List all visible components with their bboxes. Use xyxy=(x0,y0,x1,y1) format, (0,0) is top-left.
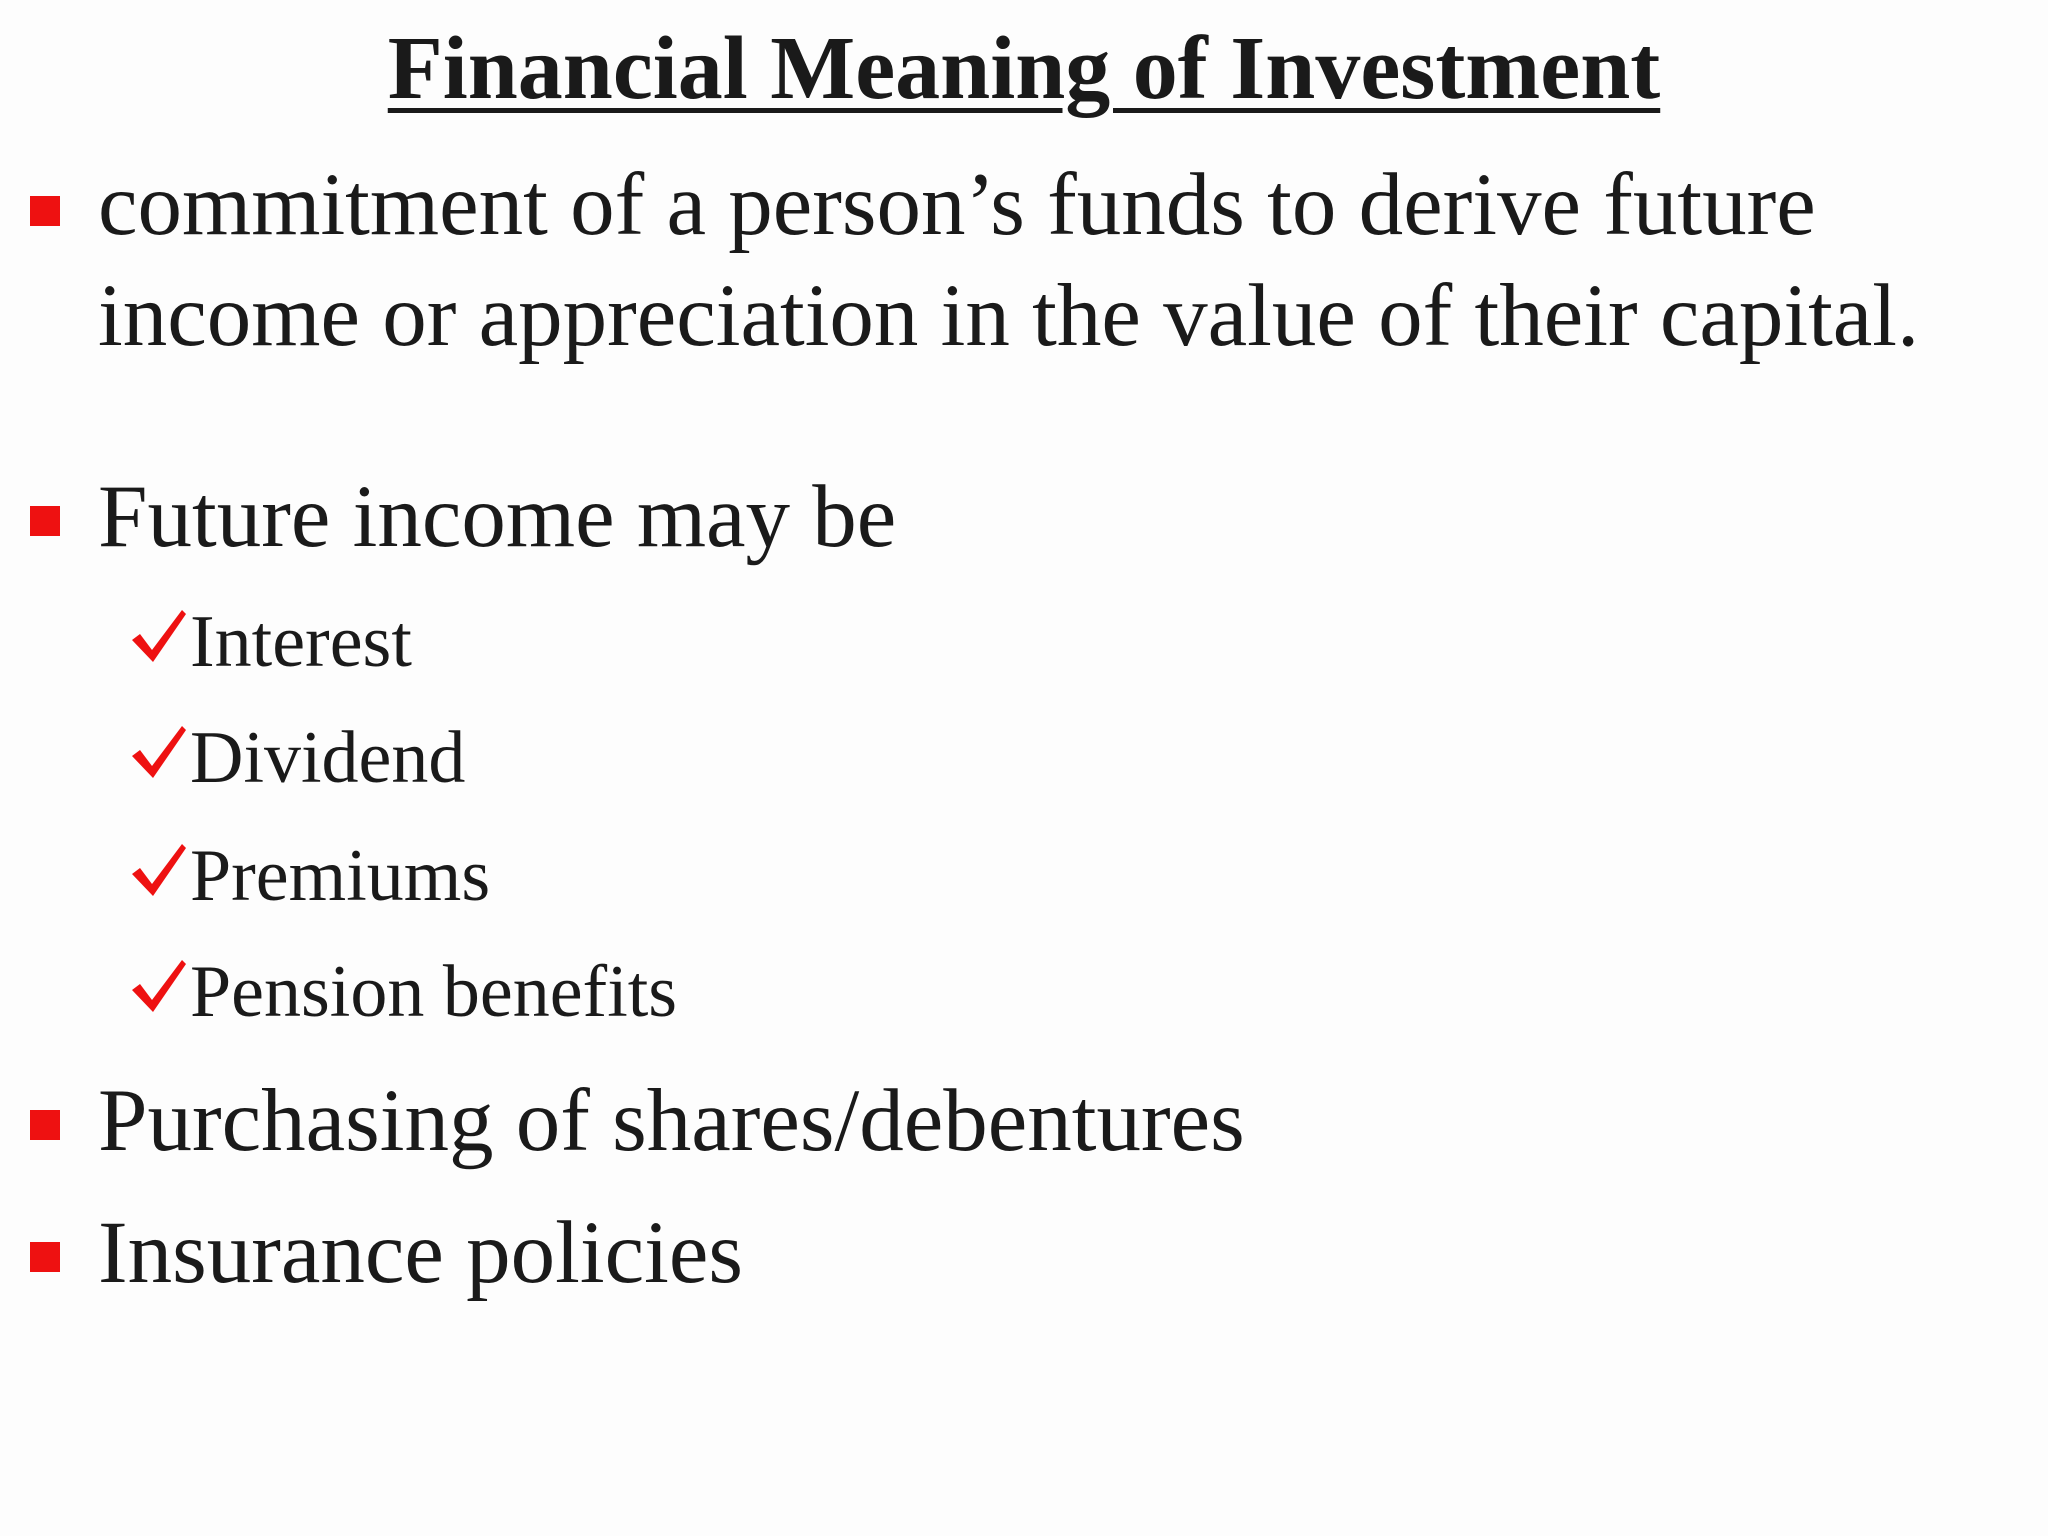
square-bullet-icon xyxy=(30,1242,60,1272)
slide-title: Financial Meaning of Investment xyxy=(387,19,1661,118)
sub-item-dividend xyxy=(0,712,1200,804)
checkmark-icon xyxy=(128,596,190,676)
bullet-item-insurance-policies xyxy=(0,1198,2048,1309)
bullet-text-line-2: income or appreciation in the value of their capital. xyxy=(98,267,1920,365)
sub-item-interest xyxy=(0,596,1200,688)
bullet-text: Purchasing of shares/debentures xyxy=(98,1072,1245,1170)
sub-item-label: Premiums xyxy=(190,835,491,917)
bullet-text: Future income may be xyxy=(98,468,897,566)
bullet-text xyxy=(98,150,2028,372)
bullet-item-future-income xyxy=(0,462,2048,573)
bullet-text-line-1: commitment of a person’s funds to derive future xyxy=(98,156,1816,254)
checkmark-icon xyxy=(128,830,190,910)
bullet-item-purchasing-shares xyxy=(0,1066,2048,1177)
sub-item-label: Dividend xyxy=(190,717,466,799)
bullet-text: Insurance policies xyxy=(98,1204,743,1302)
sub-item-pension-benefits xyxy=(0,946,1200,1038)
square-bullet-icon xyxy=(30,196,60,226)
checkmark-icon xyxy=(128,712,190,792)
checkmark-icon xyxy=(128,946,190,1026)
sub-item-premiums xyxy=(0,830,1200,922)
bullet-item-commitment xyxy=(0,150,2048,372)
square-bullet-icon xyxy=(30,1110,60,1140)
square-bullet-icon xyxy=(30,506,60,536)
sub-item-label: Interest xyxy=(190,601,412,683)
sub-item-label: Pension benefits xyxy=(190,951,678,1033)
